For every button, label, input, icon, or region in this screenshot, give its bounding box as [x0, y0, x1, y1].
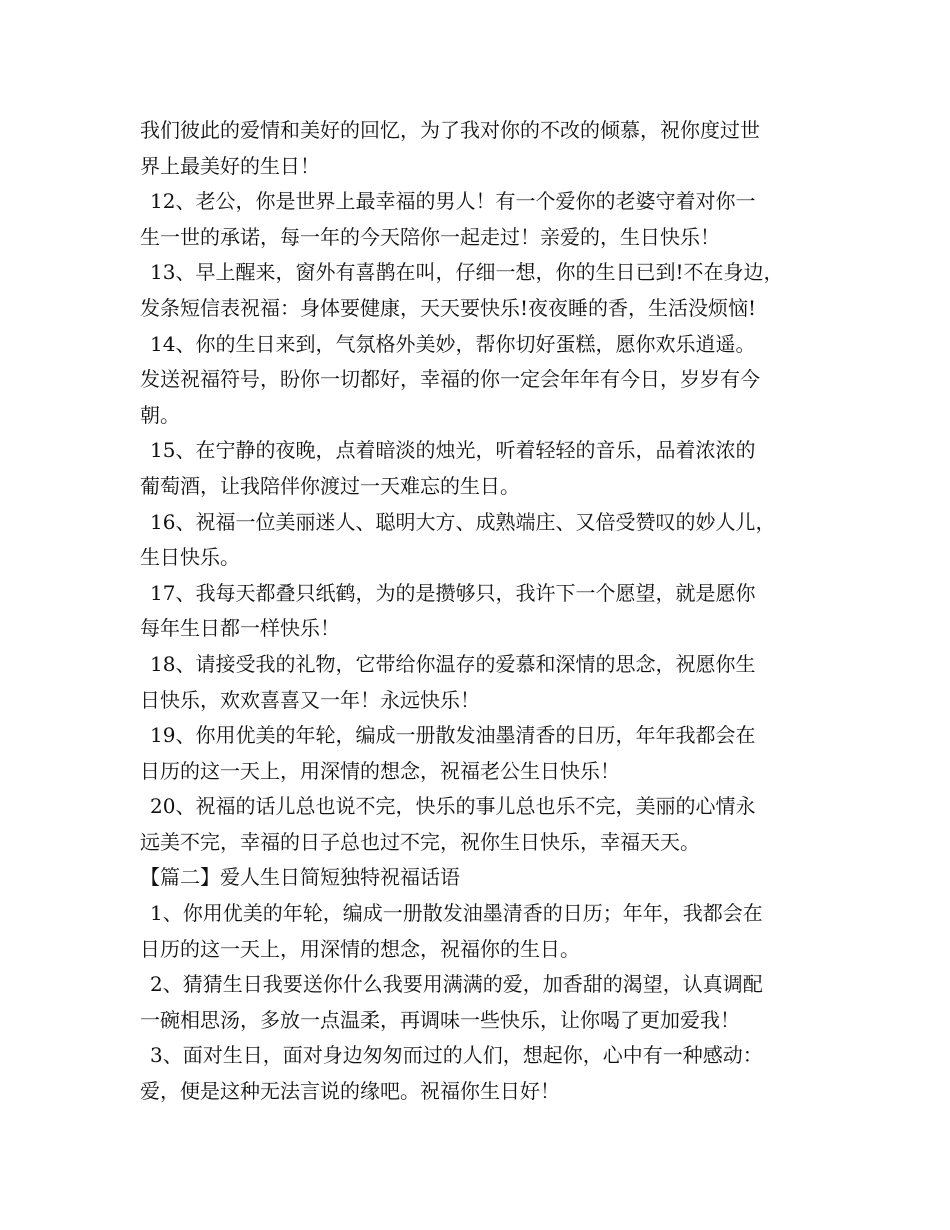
text-line: 日历的这一天上，用深情的想念，祝福老公生日快乐！: [140, 758, 620, 783]
list-item-3: 3、面对生日，面对身边匆匆而过的人们，想起你，心中有一种感动：: [150, 1043, 763, 1068]
text-line: 生日快乐。: [140, 545, 240, 570]
text-line: 日历的这一天上，用深情的想念，祝福你的生日。: [140, 936, 580, 961]
text-line: 日快乐，欢欢喜喜又一年！永远快乐！: [140, 687, 480, 712]
text-line: 爱，便是这种无法言说的缘吧。祝福你生日好！: [140, 1079, 560, 1104]
list-item-16: 16、祝福一位美丽迷人、聪明大方、成熟端庄、又倍受赞叹的妙人儿，: [150, 509, 776, 534]
list-item-2: 2、猜猜生日我要送你什么我要用满满的爱，加香甜的渴望，认真调配: [150, 972, 763, 997]
section-heading: 【篇二】爱人生日简短独特祝福话语: [140, 865, 460, 890]
document-body: [140, 113, 820, 1110]
text-line: 一碗相思汤，多放一点温柔，再调味一些快乐，让你喝了更加爱我！: [140, 1007, 740, 1032]
list-item-12: 12、老公，你是世界上最幸福的男人！有一个爱你的老婆守着对你一: [150, 189, 756, 214]
list-item-17: 17、我每天都叠只纸鹤，为的是攒够只，我许下一个愿望，就是愿你: [150, 580, 756, 605]
list-item-20: 20、祝福的话儿总也说不完，快乐的事儿总也乐不完，美丽的心情永: [150, 794, 756, 819]
text-line: 界上最美好的生日！: [140, 153, 320, 178]
text-line: 远美不完，幸福的日子总也过不完，祝你生日快乐，幸福天天。: [140, 829, 700, 854]
text-line: 生一世的承诺，每一年的今天陪你一起走过！亲爱的，生日快乐！: [140, 224, 720, 249]
list-item-18: 18、请接受我的礼物，它带给你温存的爱慕和深情的思念，祝愿你生: [150, 651, 756, 676]
text-line: 发送祝福符号，盼你一切都好，幸福的你一定会年年有今日，岁岁有今: [140, 367, 760, 392]
text-line: 每年生日都一样快乐！: [140, 616, 340, 641]
text-line: 我们彼此的爱情和美好的回忆，为了我对你的不改的倾慕，祝你度过世: [140, 118, 760, 142]
text-line: 朝。: [140, 402, 180, 427]
list-item-1: 1、你用优美的年轮，编成一册散发油墨清香的日历；年年，我都会在: [150, 901, 763, 926]
text-line: 葡萄酒，让我陪伴你渡过一天难忘的生日。: [140, 473, 520, 498]
list-item-19: 19、你用优美的年轮，编成一册散发油墨清香的日历，年年我都会在: [150, 723, 756, 748]
list-item-15: 15、在宁静的夜晚，点着暗淡的烛光，听着轻轻的音乐，品着浓浓的: [150, 438, 756, 463]
text-line: 发条短信表祝福：身体要健康，天天要快乐!夜夜睡的香，生活没烦恼!: [140, 295, 757, 320]
list-item-13: 13、早上醒来，窗外有喜鹊在叫，仔细一想，你的生日已到!不在身边，: [150, 260, 784, 285]
list-item-14: 14、你的生日来到，气氛格外美妙，帮你切好蛋糕，愿你欢乐逍遥。: [150, 331, 756, 356]
